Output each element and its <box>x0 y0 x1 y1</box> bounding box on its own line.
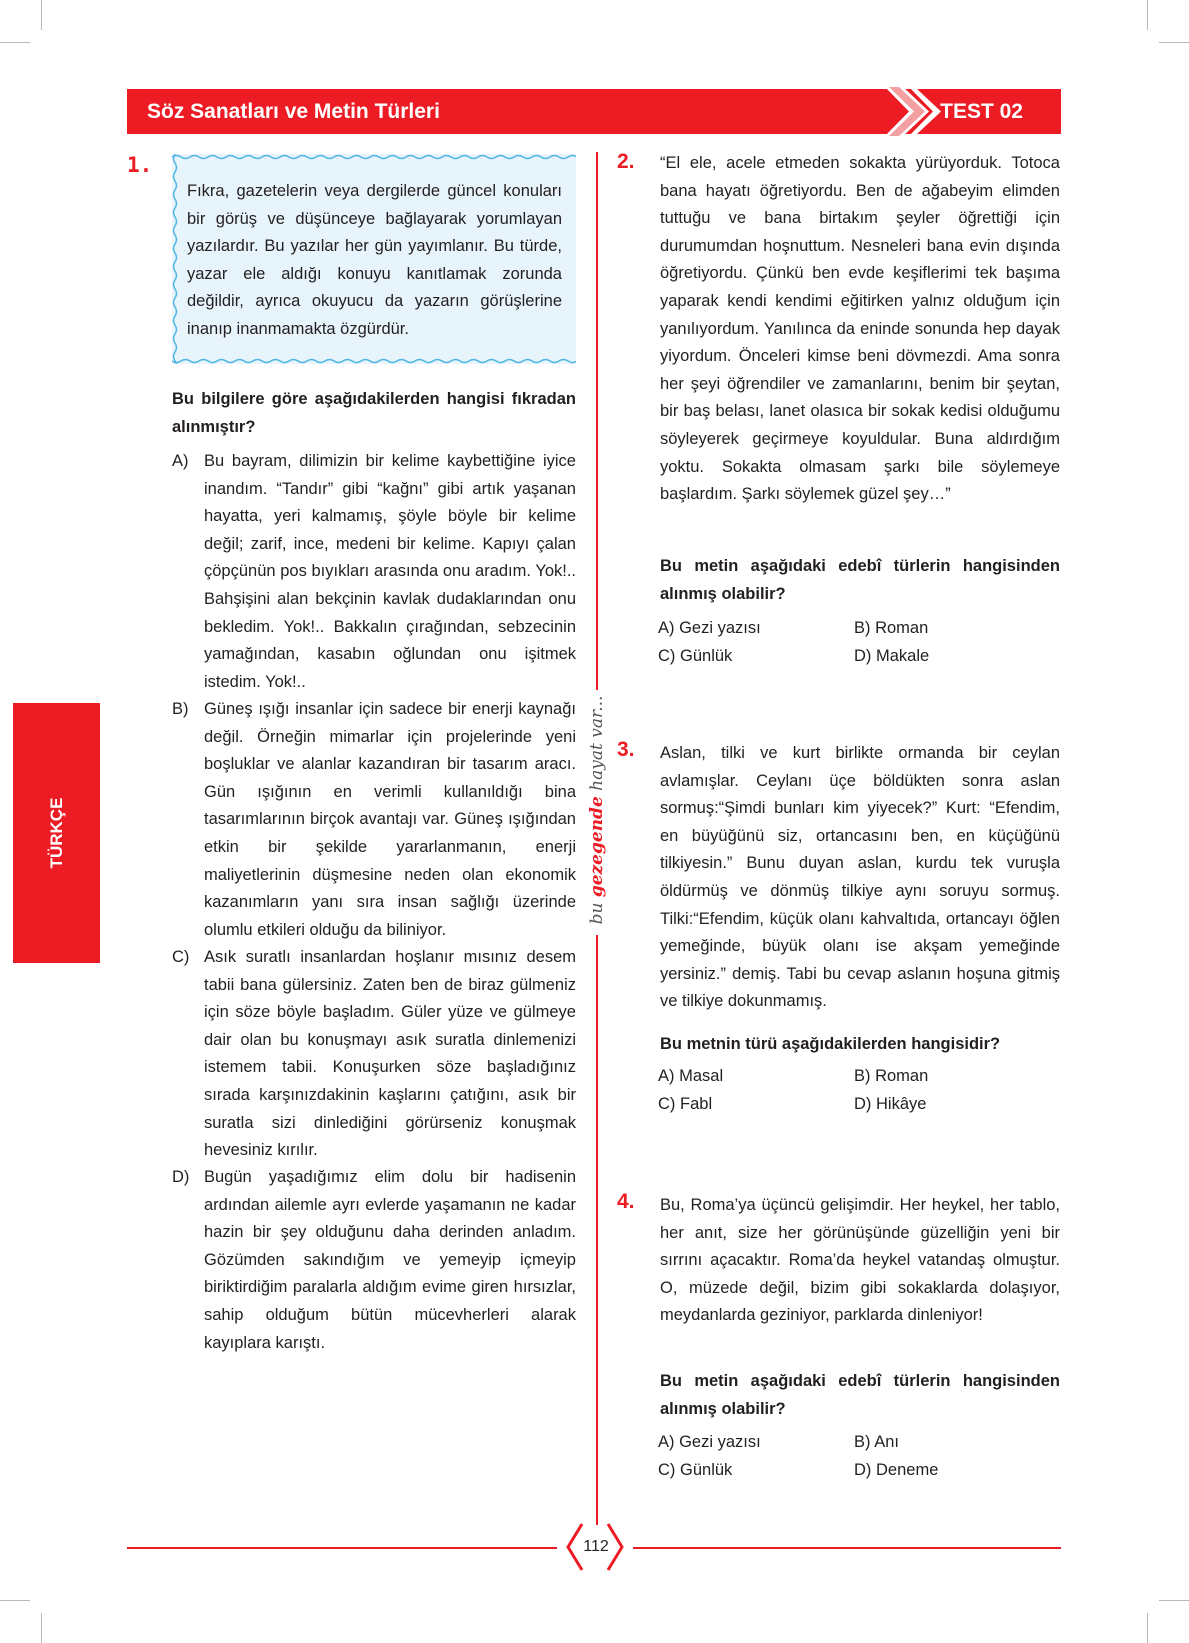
slogan-prefix: bu <box>587 897 607 925</box>
column-divider <box>596 935 598 1525</box>
footer-rule-right <box>633 1547 1061 1549</box>
question-number: 3. <box>617 738 635 761</box>
option-d[interactable] <box>854 1090 926 1118</box>
footer-rule-left <box>127 1547 557 1549</box>
options-grid <box>658 1428 1058 1488</box>
section-title: Söz Sanatları ve Metin Türleri <box>147 100 440 123</box>
option-text: Bu bayram, dilimizin bir kelime kaybettiğine iyice inandım. “Tandır” gibi “kağnı” gibi artık yaşanan hayatta, yeri kalmamış, şöyle böyle bir kelime değil; zarif, ince, medeni bir kelime. Kapıyı çalan çöpçünün pos bıyıkları arasında onu aradım. Yok!.. Bahşişini alan bekçinin kavlak dudaklarından onu bekledim. Yok!.. Bakkalın çırağından, sebzecinin yamağından, kasabın oğlundan onu işitmek istedim. Yok!.. <box>204 452 576 691</box>
option-c[interactable] <box>658 1090 712 1118</box>
option-text: Roman <box>875 1067 929 1085</box>
question-passage: “El ele, acele etmeden sokakta yürüyorduk. Totoca bana hayatı öğretiyordu. Ben de ağabeyim elimden tuttuğu ve bana birtakım şeyler öğrettiği için durumumdan hoşnuttum. Nesneleri bana evin dışında öğretiyordu. Çünkü ben evde keşiflerimi tek başıma yaparak kendi kendimi eğitirken yalnız olduğum için yanılıyordum. Yanılınca da eninde sonunda hep dayak yiyordum. Önceleri kimse beni dövmezdi. Ama sonra her şeyi öğrendiler ve zamanlarını, benim bir şeytan, bir baş belası, lanet olasıca bir sokak kedisi olduğumu söyleyerek geçirmeye koyuldular. Buna aldırdığım yoktu. Sokakta olmasam şarkı bile söylemeye başlardım. Şarkı söylemek güzel şey…” <box>660 154 1060 504</box>
option-letter: A) <box>658 619 675 637</box>
option-text: Asık suratlı insanlardan hoşlanır mısınız desem tabii bana gülersiniz. Zaten ben de biraz gülmeniz için söze böyle başladım. Güler yüze ve gülmeye dair olan bu konuşmayı asık suratla dinlemenizi istemem tabii. Konuşurken söze başladığınız sırada karşınızdakinin kaşlarını çatığını, asık bir suratla sizi dinlediğini görürseniz konuşmak hevesiniz kırılır. <box>204 948 576 1160</box>
question-prompt: Bu metin aşağıdaki edebî türlerin hangisinden alınmış olabilir? <box>660 557 1060 603</box>
question-number: 2. <box>617 150 635 173</box>
question-passage: Aslan, tilki ve kurt birlikte ormanda bir ceylan avlamışlar. Ceylanı üçe böldükten sonra aslan sormuş:“Şimdi bunları kim yiyecek?” Kurt: “Efendim, en büyüğünü siz, ortancasını ben, en küçüğünü tilkiyesin.” Bunu duyan aslan, kurdu tek vuruşla öldürmüş ve dönmüş tilkiye aynı soruyu sormuş. Tilki:“Efendim, küçük olanı kahvaltıda, ortancayı öğlen yemeğinde, büyük olanı ise akşam yemeğinde yersiniz.” demiş. Tabi bu cevap aslanın hoşuna gitmiş ve tilkiye dokunmamış. <box>660 744 1060 1011</box>
option-letter: A) <box>658 1067 675 1085</box>
question-number: 4. <box>617 1190 635 1213</box>
crop-mark <box>1147 0 1148 30</box>
option-text: Anı <box>874 1433 899 1451</box>
test-label: TEST 02 <box>940 100 1023 123</box>
option-a[interactable] <box>658 1062 723 1090</box>
option-letter: C) <box>658 1461 676 1479</box>
question-prompt: Bu metin aşağıdaki edebî türlerin hangisinden alınmış olabilir? <box>660 1372 1060 1418</box>
option-letter: C) <box>658 647 676 665</box>
option-text: Günlük <box>680 647 733 665</box>
crop-mark <box>41 1613 42 1643</box>
options-grid <box>658 614 1058 674</box>
option-letter: A) <box>658 1433 675 1451</box>
question-prompt: Bu bilgilere göre aşağıdakilerden hangisi fıkradan alınmıştır? <box>172 390 576 436</box>
option-letter: B) <box>172 700 189 718</box>
option-text: Makale <box>876 647 930 665</box>
option-c[interactable] <box>658 1456 732 1484</box>
info-text: Fıkra, gazetelerin veya dergilerde güncel konuları bir görüş ve düşünceye bağlayarak yorumlayan yazılardır. Bu yazılar her gün yayımlanır. Bu türde, yazar ele aldığı konuyu kanıtlamak zorunda değildir, ayrıca okuyucu da yazarın görüşlerine inanıp inanmamakta özgürdür. <box>187 182 562 338</box>
column-divider <box>596 152 598 690</box>
crop-mark <box>41 0 42 30</box>
crop-mark <box>1159 42 1189 43</box>
question-number: 1. <box>127 153 153 177</box>
crop-mark <box>0 1600 30 1601</box>
slogan <box>572 690 622 930</box>
info-box <box>172 154 576 364</box>
option-letter: C) <box>658 1095 676 1113</box>
option-text: Deneme <box>876 1461 939 1479</box>
option-a[interactable] <box>658 1428 761 1456</box>
option-text: Hikâye <box>876 1095 927 1113</box>
option-b[interactable] <box>854 614 928 642</box>
question-prompt: Bu metnin türü aşağıdakilerden hangisidir? <box>660 1035 1001 1053</box>
option-letter: A) <box>172 452 189 470</box>
option-letter: B) <box>854 1067 871 1085</box>
option-letter: D) <box>172 1168 190 1186</box>
option-text: Gezi yazısı <box>679 1433 761 1451</box>
section-header <box>127 89 1061 134</box>
option-letter: C) <box>172 948 190 966</box>
option-letter: D) <box>854 647 872 665</box>
option-c[interactable] <box>658 642 732 670</box>
crop-mark <box>0 42 30 43</box>
subject-label: TÜRKÇE <box>46 797 66 869</box>
page-number: 112 <box>583 1538 609 1555</box>
option-text: Gezi yazısı <box>679 619 761 637</box>
option-letter: B) <box>854 1433 871 1451</box>
options-grid <box>658 1062 1058 1122</box>
crop-mark <box>1159 1600 1189 1601</box>
option-text: Roman <box>875 619 929 637</box>
option-b[interactable] <box>854 1428 899 1456</box>
subject-tab <box>13 703 100 963</box>
option-text: Masal <box>679 1067 724 1085</box>
option-text: Günlük <box>680 1461 733 1479</box>
option-b[interactable] <box>854 1062 928 1090</box>
crop-mark <box>1147 1613 1148 1643</box>
slogan-highlight: gezegende <box>587 796 607 898</box>
option-d[interactable] <box>854 642 929 670</box>
option-a[interactable] <box>658 614 761 642</box>
option-d[interactable] <box>854 1456 938 1484</box>
option-letter: D) <box>854 1095 872 1113</box>
slogan-suffix: hayat var... <box>587 695 607 797</box>
option-text: Güneş ışığı insanlar için sadece bir enerji kaynağı değil. Örneğin mimarlar için projelerinde yeni boşluklar ve alanlar kazandıran bir tasarım aracı. Gün ışığının en verimli kullanıldığı bina tasarımlarının birçok avantajı var. Güneş ışığından etkin bir şekilde yararlanmanın, enerji maliyetlerinin düşmesine neden olan ekonomik kazanımların yanı sıra insan sağlığı üzerinde olumlu etkileri olduğu da biliniyor. <box>204 700 576 939</box>
option-text: Bugün yaşadığımız elim dolu bir hadisenin ardından ailemle ayrı evlerde yaşamanın ne kadar hazin bir şey olduğunu daha derinden anladım. Gözümden sakındığım ve yemeyip içmeyip biriktirdiğim paralarla aldığım evime giren hırsızlar, sahip olduğum bütün mücevherleri alarak kayıplara karıştı. <box>204 1168 576 1352</box>
question-passage: Bu, Roma’ya üçüncü gelişimdir. Her heykel, her tablo, her anıt, size her görünüşünde güzelliğin yeni bir sırrını açacaktır. Roma’da heykel vatandaş olmuştur. O, müzede değil, bizim gibi sokaklarda dolaşıyor, meydanlarda geziniyor, parklarda dinleniyor! <box>660 1196 1060 1325</box>
option-text: Fabl <box>680 1095 713 1113</box>
option-letter: D) <box>854 1461 872 1479</box>
option-letter: B) <box>854 619 871 637</box>
